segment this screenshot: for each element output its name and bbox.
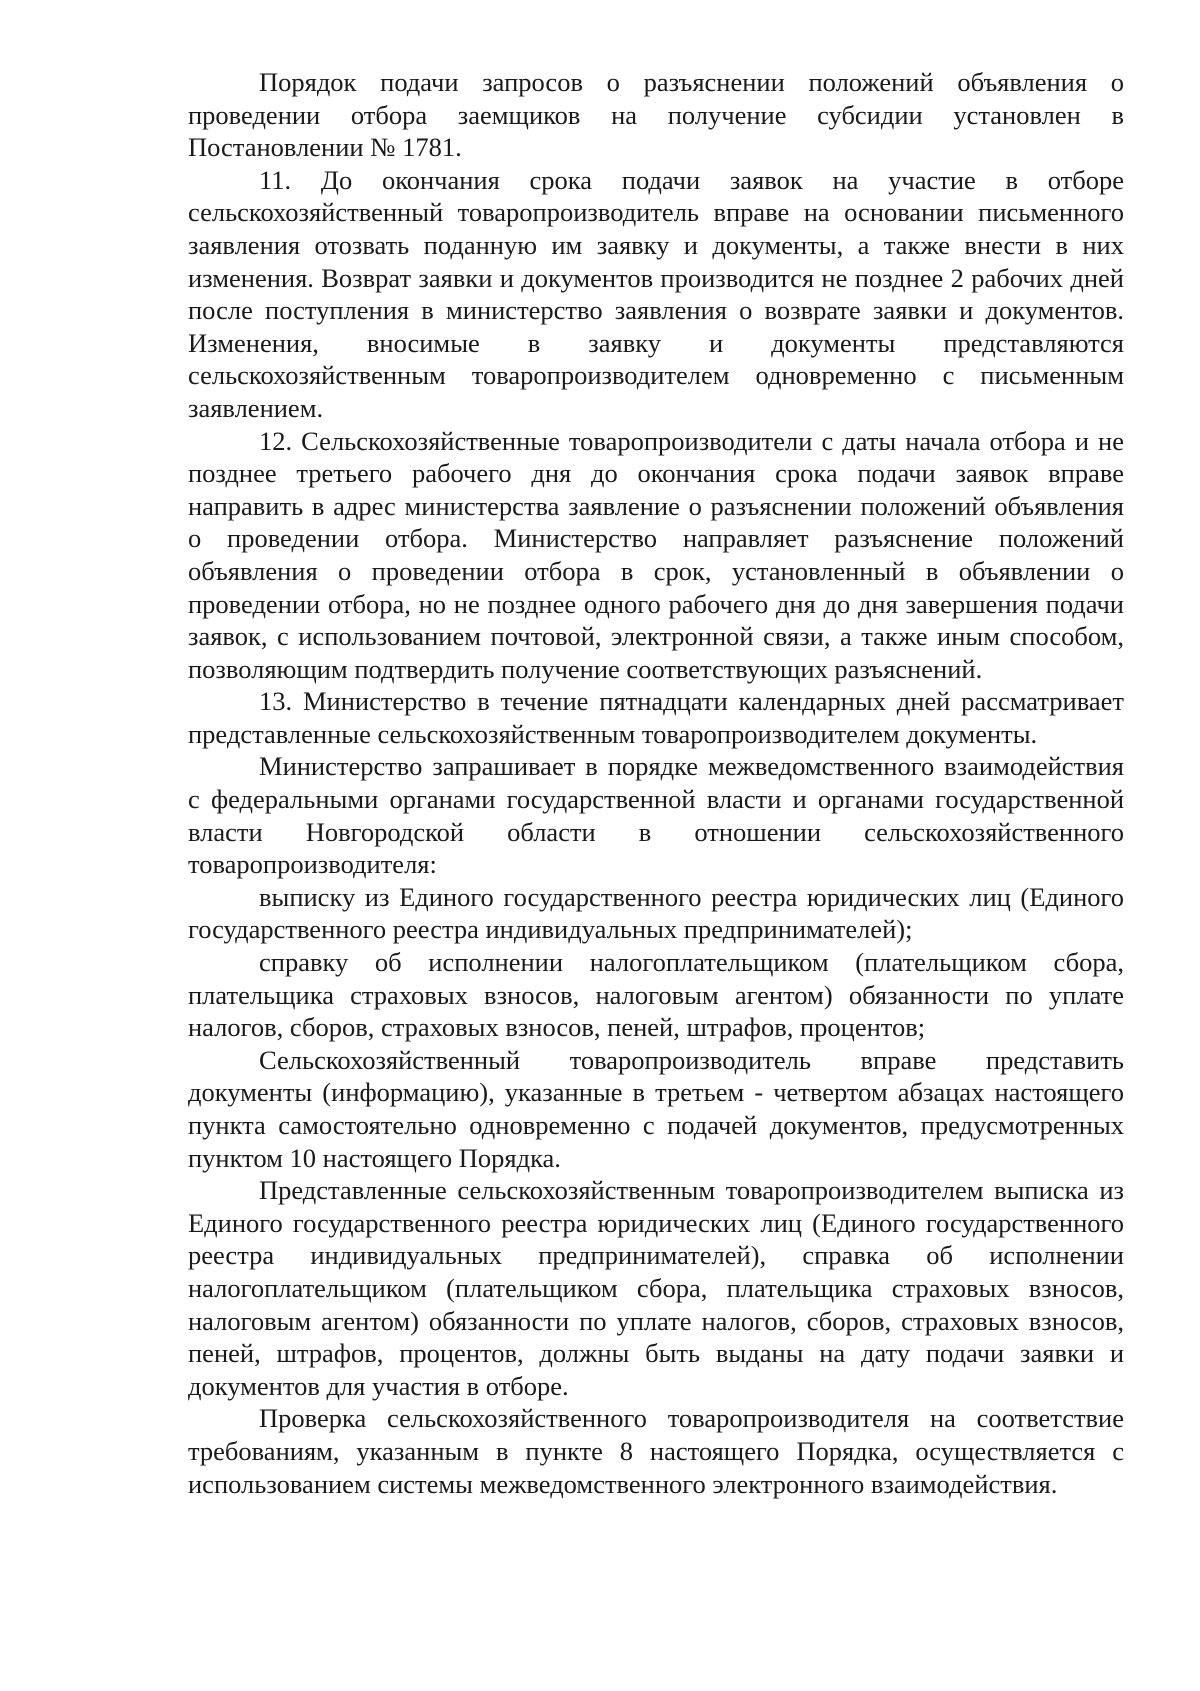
paragraph-tax-certificate: справку об исполнении налогоплательщиком (плательщиком сбора, плательщика страховых взносов, налоговым агентом) обязанности по уплате налогов, сборов, страховых взносов, пеней, штрафов, процентов;	[188, 947, 1124, 1043]
paragraph-item-12: 12. Сельскохозяйственные товаропроизводители с даты начала отбора и не позднее третьего рабочего дня до окончания срока подачи заявок вправе направить в адрес министерства заявление о разъяснении положений объявления о проведении отбора. Министерство направляет разъяснение положений объявления о проведении отбора в срок, установленный в объявлении о проведении отбора, но не позднее одного рабочего дня до дня завершения подачи заявок, с использованием почтовой, электронной связи, а также иным способом, позволяющим подтвердить получение соответствующих разъяснений.	[188, 425, 1124, 684]
paragraph-inquiry-procedure: Порядок подачи запросов о разъяснении положений объявления о проведении отбора заемщиков на получение субсидии установлен в Постановлении № 1781.	[188, 67, 1124, 163]
document-body	[188, 66, 1124, 1500]
paragraph-item-13: 13. Министерство в течение пятнадцати календарных дней рассматривает представленные сельскохозяйственным товаропроизводителем документы.	[188, 686, 1124, 749]
paragraph-documents-date: Представленные сельскохозяйственным товаропроизводителем выписка из Единого государственного реестра юридических лиц (Единого государственного реестра индивидуальных предпринимателей), справка об исполнении налогоплательщиком (плательщиком сбора, плательщика страховых взносов, налоговым агентом) обязанности по уплате налогов, сборов, страховых взносов, пеней, штрафов, процентов, должны быть выданы на дату подачи заявки и документов для участия в отборе.	[188, 1175, 1124, 1401]
paragraph-ministry-requests: Министерство запрашивает в порядке межведомственного взаимодействия с федеральными органами государственной власти и органами государственной власти Новгородской области в отношении сельскохозяйственного товаропроизводителя:	[188, 751, 1124, 880]
paragraph-item-11: 11. До окончания срока подачи заявок на участие в отборе сельскохозяйственный товаропроизводитель вправе на основании письменного заявления отозвать поданную им заявку и документы, а также внести в них изменения. Возврат заявки и документов производится не позднее 2 рабочих дней после поступления в министерство заявления о возврате заявки и документов. Изменения, вносимые в заявку и документы представляются сельскохозяйственным товаропроизводителем одновременно с письменным заявлением.	[188, 164, 1124, 423]
paragraph-compliance-check: Проверка сельскохозяйственного товаропроизводителя на соответствие требованиям, указанным в пункте 8 настоящего Порядка, осуществляется с использованием системы межведомственного электронного взаимодействия.	[188, 1403, 1124, 1499]
paragraph-registry-extract: выписку из Единого государственного реестра юридических лиц (Единого государственного реестра индивидуальных предпринимателей);	[188, 881, 1124, 945]
paragraph-self-submission: Сельскохозяйственный товаропроизводитель вправе представить документы (информацию), указанные в третьем - четвертом абзацах настоящего пункта самостоятельно одновременно с подачей документов, предусмотренных пунктом 10 настоящего Порядка.	[188, 1044, 1124, 1173]
